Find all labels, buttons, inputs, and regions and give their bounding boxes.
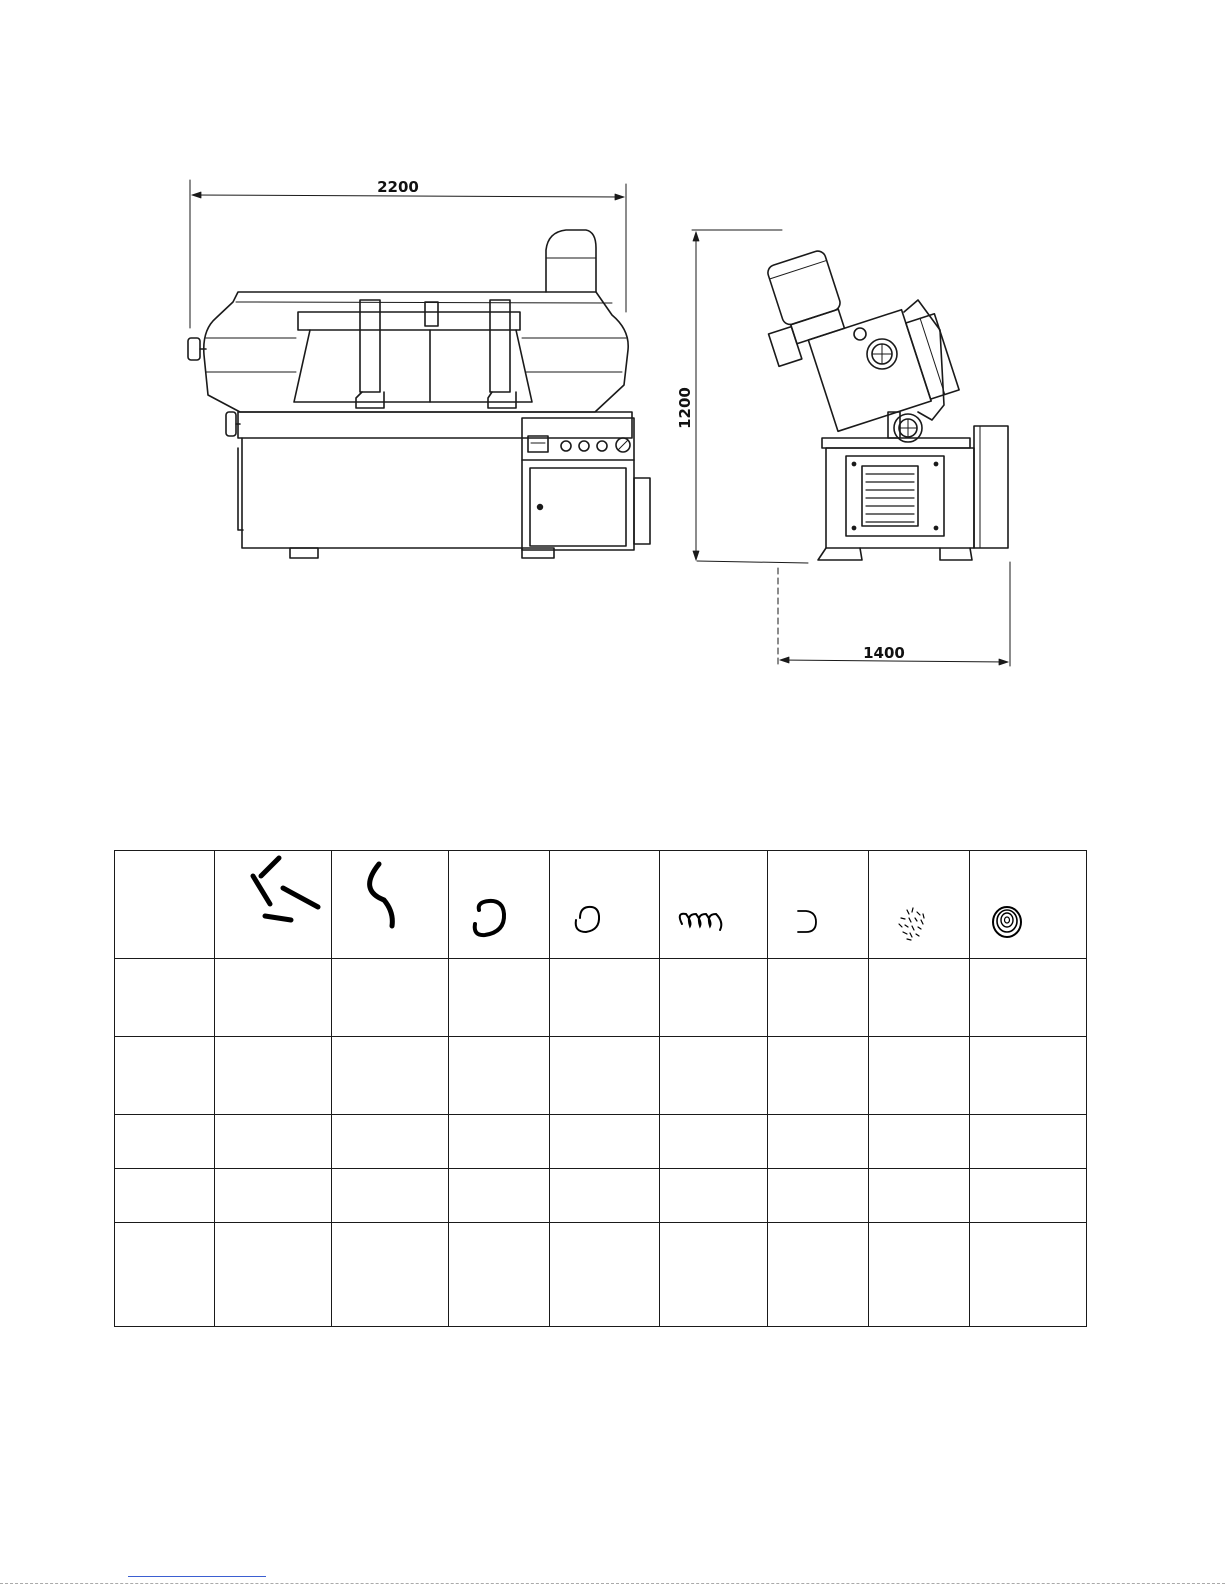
- table-row: [115, 1223, 1087, 1327]
- side-height-dimension: 1200: [676, 387, 694, 429]
- side-depth-dimension: 1400: [863, 644, 905, 662]
- front-view: [188, 180, 650, 558]
- chip-type-table: [114, 850, 1087, 1327]
- table-row: [115, 1115, 1087, 1169]
- front-width-dimension: 2200: [377, 178, 419, 196]
- arc-chip-icon: [332, 852, 448, 958]
- header-cell-needle-chips: [869, 851, 970, 959]
- spiral-chip-icon: [970, 852, 1086, 958]
- u-chip-icon: [768, 852, 868, 958]
- footer-link-underline: [128, 1576, 266, 1577]
- header-cell-loose-curl: [449, 851, 550, 959]
- page-bottom-rule: [0, 1583, 1225, 1584]
- header-cell-arc-chip: [332, 851, 449, 959]
- table-header-row: [115, 851, 1087, 959]
- helical-coil-chip-icon: [660, 852, 767, 958]
- header-cell-u-chip: [768, 851, 869, 959]
- side-view: [692, 222, 1010, 666]
- header-cell-broken-chips: [215, 851, 332, 959]
- header-cell-helical-coil: [660, 851, 768, 959]
- table-row: [115, 959, 1087, 1037]
- header-cell-tight-curl: [550, 851, 660, 959]
- table-row: [115, 1037, 1087, 1115]
- table-row: [115, 1169, 1087, 1223]
- header-cell-empty: [115, 851, 215, 959]
- machine-drawing: [0, 0, 1225, 720]
- broken-chips-icon: [215, 852, 331, 958]
- needle-chips-icon: [869, 852, 969, 958]
- tight-curl-chip-icon: [550, 852, 659, 958]
- header-cell-spiral: [970, 851, 1087, 959]
- loose-curl-chip-icon: [449, 852, 549, 958]
